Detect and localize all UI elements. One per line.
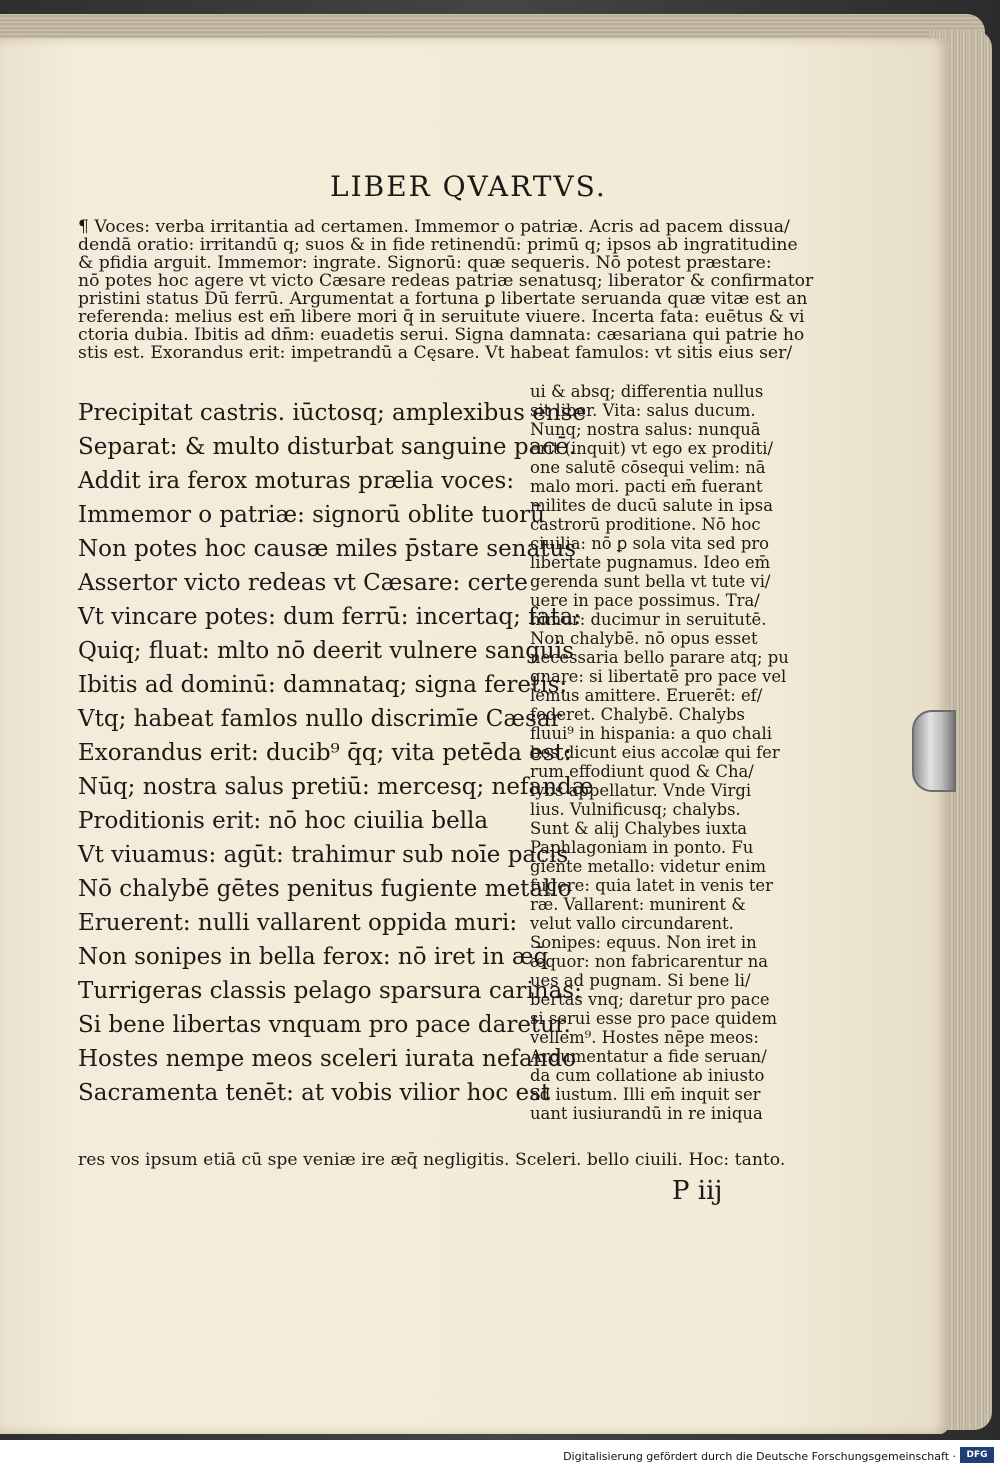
verse-line: Sacramenta tenēt: at vobis vilior hoc est xyxy=(78,1080,551,1106)
dfg-logo: DFG xyxy=(960,1447,994,1463)
commentary-line: libertate pugnamus. Ideo em̄ xyxy=(530,553,771,572)
commentary-line: Paphlagoniam in ponto. Fu xyxy=(530,838,754,857)
commentary-line: castrorū proditione. Nō hoc xyxy=(530,515,761,534)
commentary-line: & pfidia arguit. Immemor: ingrate. Signorū: quæ sequeris. Nō potest præstare: xyxy=(78,253,772,273)
verse-line: Non sonipes in bella ferox: nō iret in æq̄ xyxy=(78,944,549,970)
commentary-line: si serui esse pro pace quidem xyxy=(530,1009,778,1028)
commentary-line: nō potes hoc agere vt victo Cæsare redeas patriæ senatusq; liberator & confirmator xyxy=(78,271,814,291)
signature-mark: P iij xyxy=(672,1176,723,1206)
verse-line: Nūq; nostra salus pretiū: mercesq; nefandæ xyxy=(78,774,594,800)
verse-line: Si bene libertas vnquam pro pace daretur. xyxy=(78,1012,571,1038)
verse-line: Ibitis ad dominū: damnataq; signa feretis: xyxy=(78,672,568,698)
commentary-line: Non chalybē. nō opus esset xyxy=(530,629,758,648)
commentary-line: ad iustum. Illi em̄ inquit ser xyxy=(530,1085,761,1104)
verse-line: Nō chalybē gētes penitus fugiente metallo xyxy=(78,876,572,902)
commentary-line: giente metallo: videtur enim xyxy=(530,857,767,876)
commentary-line: Argumentatur a fide seruan/ xyxy=(530,1047,767,1066)
metal-clasp-image xyxy=(912,710,956,792)
commentary-line: referenda: melius est em̄ libere mori q̄ in seruitute viuere. Incerta fata: euētus & vi xyxy=(78,307,805,327)
running-head: LIBER QVARTVS. xyxy=(330,170,607,203)
verse-line: Proditionis erit: nō hoc ciuilia bella xyxy=(78,808,489,834)
verse-line: Exorandus erit: ducib⁹ q̄q; vita petēda est: xyxy=(78,740,572,766)
verse-line: Turrigeras classis pelago sparsura carinas: xyxy=(78,978,582,1004)
commentary-line: lius. Vulnificusq; chalybs. xyxy=(530,800,741,819)
commentary-line: ciuilia: nō ꝑ sola vita sed pro xyxy=(530,534,770,553)
commentary-line: Nunq; nostra salus: nunquā xyxy=(530,420,761,439)
funding-credit: Digitalisierung gefördert durch die Deutsche Forschungsgemeinschaft · xyxy=(563,1450,956,1463)
verse-line: Immemor o patriæ: signorū oblite tuorū xyxy=(78,502,545,528)
commentary-line: erit (inquit) vt ego ex proditi/ xyxy=(530,439,774,458)
verse-line: Vt vincare potes: dum ferrū: incertaq; fata: xyxy=(78,604,582,630)
commentary-line: velut vallo circundarent. xyxy=(530,914,734,933)
commentary-line: uere in pace possimus. Tra/ xyxy=(530,591,760,610)
commentary-line: dendā oratio: irritandū q; suos & in fide retinendū: primū q; ipsos ab ingratitudine xyxy=(78,235,798,255)
commentary-line: sit liber. Vita: salus ducum. xyxy=(530,401,756,420)
commentary-line: ctoria dubia. Ibitis ad dn̄m: euadetis serui. Signa damnata: cæsariana qui patrie ho xyxy=(78,325,805,345)
commentary-line: pristini status Dū ferrū. Argumentat a fortuna ꝑ libertate seruanda quæ vitæ est an xyxy=(78,289,808,309)
commentary-line: Sonipes: equus. Non iret in xyxy=(530,933,757,952)
commentary-top xyxy=(78,218,813,362)
commentary-line: vellem⁹. Hostes nēpe meos: xyxy=(530,1028,759,1047)
commentary-line: himur: ducimur in seruitutē. xyxy=(530,610,767,629)
commentary-line: stis est. Exorandus erit: impetrandū a Cęsare. Vt habeat famulos: vt sitis eius ser/ xyxy=(78,343,793,363)
verse-line: Precipitat castris. iūctosq; amplexibus ense xyxy=(78,400,587,426)
commentary-line: fluui⁹ in hispania: a quo chali xyxy=(530,724,772,743)
verse-text xyxy=(78,396,593,1110)
commentary-right xyxy=(530,382,789,1123)
commentary-line: æquor: non fabricarentur na xyxy=(530,952,769,971)
verse-line: Hostes nempe meos sceleri iurata nefando xyxy=(78,1046,577,1072)
commentary-line: fugere: quia latet in venis ter xyxy=(530,876,773,895)
commentary-line: da cum collatione ab iniusto xyxy=(530,1066,765,1085)
verse-line: Vt viuamus: agūt: trahimur sub noīe pacis xyxy=(78,842,569,868)
verse-line: Addit ira ferox moturas prælia voces: xyxy=(78,468,515,494)
commentary-line: foderet. Chalybē. Chalybs xyxy=(530,705,745,724)
commentary-line: bes dicunt eius accolæ qui fer xyxy=(530,743,780,762)
commentary-line: ræ. Vallarent: munirent & xyxy=(530,895,746,914)
verse-line: Assertor victo redeas vt Cæsare: certe xyxy=(78,570,528,596)
commentary-line: gerenda sunt bella vt tute vi/ xyxy=(530,572,771,591)
commentary-line: Sunt & alij Chalybes iuxta xyxy=(530,819,748,838)
commentary-line: ui & absq; differentia nullus xyxy=(530,382,764,401)
commentary-line: necessaria bello parare atq; pu xyxy=(530,648,789,667)
commentary-line: ¶ Voces: verba irritantia ad certamen. Immemor o patriæ. Acris ad pacem dissua/ xyxy=(78,217,790,237)
commentary-line: rum effodiunt quod & Cha/ xyxy=(530,762,754,781)
commentary-line: ues ad pugnam. Si bene li/ xyxy=(530,971,751,990)
commentary-line: malo mori. pacti em̄ fuerant xyxy=(530,477,763,496)
verse-line: Eruerent: nulli vallarent oppida muri: xyxy=(78,910,518,936)
verse-line: Quiq; fluat: mlto nō deerit vulnere sanguis xyxy=(78,638,574,664)
commentary-bottom: res vos ipsum etiā cū spe veniæ ire æq̄ negligitis. Sceleri. bello ciuili. Hoc: tanto. xyxy=(78,1150,786,1170)
commentary-line: uant iusiurandū in re iniqua xyxy=(530,1104,763,1123)
verse-line: Separat: & multo disturbat sanguine pacē. xyxy=(78,434,577,460)
verse-line: Vtq; habeat famlos nullo discrimīe Cæsar xyxy=(78,706,562,732)
commentary-line: milites de ducū salute in ipsa xyxy=(530,496,773,515)
commentary-line: one salutē cōsequi velim: nā xyxy=(530,458,766,477)
commentary-line: bertas vnq; daretur pro pace xyxy=(530,990,770,1009)
commentary-line: lybs appellatur. Vnde Virgi xyxy=(530,781,752,800)
commentary-line: gnare: si libertatē pro pace vel xyxy=(530,667,787,686)
verse-line: Non potes hoc causæ miles p̄stare senatus xyxy=(78,536,577,562)
commentary-line: lemus amittere. Eruerēt: ef/ xyxy=(530,686,763,705)
